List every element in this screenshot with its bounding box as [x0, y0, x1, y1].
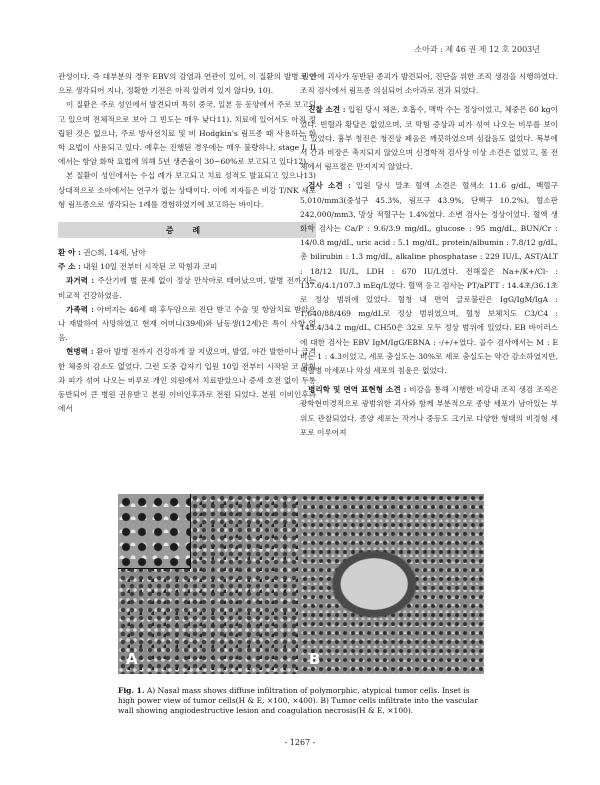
- case-item: [58, 274, 316, 302]
- paragraph: 관성이다. 즉 대부분의 경우 EBV의 감염과 연관이 있어, 이 질환의 발병 원인으로 생각되어 지나, 정확한 기전은 아직 알려져 있지 않다9, 10).: [58, 72, 316, 96]
- page-number: - 1267 -: [284, 738, 316, 747]
- case-item-label: 가족력 :: [66, 304, 94, 314]
- case-item-text: 아버지는 46세 때 후두암으로 진단 받고 수술 및 항암치료 받았으나 재발하여 사망하였고 현재 어머니(39세)와 남동생(12세)은 특이 사항 없음.: [58, 304, 316, 343]
- paragraph: [300, 70, 558, 98]
- case-item-label: 환 아 :: [58, 248, 81, 258]
- paragraph-label: 병리학 및 면역 표현형 소견 :: [308, 385, 407, 395]
- left-column: [58, 70, 316, 416]
- case-item-text: 환아 발병 전까지 건강하게 잘 지냈으며, 발열, 야간 발한이나 급격한 체중의 감소도 없었다. 그런 도중 갑자기 입원 10일 전부터 시작된 코 막힘과 피가 섞여 나오는 비루로 개인 의원에서 치료받았으나 증세 호전 없이 두통 동반되어 큰 병원 권유받고 본원 이비인후과로 전원 되었다. 본원 이비인후과에서: [58, 347, 316, 414]
- section-title: 증 례: [58, 222, 316, 238]
- figure-panel-a: [118, 494, 301, 674]
- paragraph: [300, 383, 558, 440]
- panel-b-label: B: [309, 650, 321, 668]
- figure-caption: [118, 686, 484, 716]
- paragraph: [300, 179, 558, 378]
- caption-label: Fig. 1.: [118, 686, 145, 695]
- paragraph-text: 비강을 통해 시행한 비강내 조직 생검 조직은 광학현미경적으로 광범위한 괴사와 함께 부분적으로 종양 세포가 남아있는 부위도 관찰되었다. 종양 세포는 작거나 중등도 크기로 다양한 형태의 비정형 세포로 이루어져: [300, 385, 558, 437]
- case-item-text: 주산기에 별 문제 없이 정상 만삭아로 태어났으며, 발병 전까지는 비교적 건강하였음.: [58, 276, 316, 300]
- paragraph-text: 코 안에 괴사가 동반된 종괴가 발견되어, 진단을 위한 조직 생검을 시행하였다. 조직 검사에서 림프종 의심되어 소아과로 전과 되었다.: [300, 72, 558, 96]
- case-item: [58, 246, 316, 260]
- case-item: [58, 345, 316, 416]
- case-item-label: 현병력 :: [66, 347, 94, 357]
- paragraph-text: 입원 당시 체온, 호흡수, 맥박 수는 정상이었고, 체중은 60 kg이었다. 빈혈과 황달은 없었으며, 코 막힘 증상과 피가 섞여 나오는 비루를 보이고 있었다. 흉부 청진은 청진상 폐음은 깨끗하였으며 심잡음도 없었다. 복부에서 간과 비장은 촉지되지 않았으며 신경학적 검사상 이상 소견은 없었고, 몸 전체에서 림프절은 만져지지 않았다.: [300, 105, 558, 172]
- paragraph-label: 진찰 소견 :: [308, 105, 346, 115]
- panel-a-label: A: [126, 650, 138, 668]
- histology-figure: [118, 494, 484, 674]
- paragraph: 본 질환이 성인에서는 수십 례가 보고되고 치료 성적도 발표되고 있으나13)상대적으로 소아에서는 연구가 없는 상태이다. 이에 저자들은 비강 T/NK 세포형 림프종으로 생각되는 1례를 경험하였기에 보고하는 바이다.: [58, 171, 316, 209]
- case-item-text: 권○희, 14세, 남아: [83, 248, 146, 258]
- case-item-label: 과거력 :: [66, 276, 95, 286]
- paragraph: [300, 103, 558, 174]
- paragraph-text: 입원 당시 말초 혈액 소견은 혈색소 11.6 g/dL, 백혈구 5,010/mm3(중성구 45.3%, 림프구 43.9%, 단핵구 10.2%), 혈소판 242,000/mm3, 망상 적혈구는 1.4%였다. 소변 검사는 정상이었다. 혈액 생화학 검사는 Ca/P : 9.6/3.9 mg/dL, glucose : 95 mg/dL, BUN/Cr : 14/0.8 mg/dL, uric acid : 5.1 mg/dL, protein/albumin : 7.8/12 g/dL, 총 bilirubin : 1.3 mg/dL, alkaline phosphatase : 229 IU/L, AST/ALT : 18/12 IU/L, LDH : 670 IU/L였다. 전해질은 Na+/K+/Cl- : 137.6/4.1/107.3 mEq/L였다. 혈액 응고 검사는 PT/aPTT : 14.4초/36.1초로 정상 범위에 있었다. 혈청 내 면역 글로불린은 IgG/IgM/IgA : 1,640/88/469 mg/dL로 정상 범위였으며, 혈청 보체치도 C3/C4 : 145.4/34.2 mg/dL, CH50은 32로 모두 정상 범위에 있었다. EB 바이러스에 대한 검사는 EBV IgM/IgG/EBNA : -/+/+였다. 골수 검사에서는 M : E 비는 1 : 4.3이었고, 세포 충실도는 30%로 세포 충실도는 약간 감소하였지만, 백혈병 아세포나 악성 세포의 침윤은 없었다.: [300, 181, 558, 376]
- journal-header: 소아과 : 제 46 권 제 12 호 2003년: [414, 45, 540, 54]
- figure-panel-b: [301, 494, 484, 674]
- case-item: [58, 260, 316, 274]
- caption-text: A) Nasal mass shows diffuse infiltration of polymorphic, atypical tumor cells. Inset is high power view of tumor cells(H & E, ×100, ×400). B) Tumor cells infiltrate into the vascular wall showing angiodestructive lesion and coagulation necrosis(H & E, ×100).: [118, 686, 478, 715]
- high-power-inset: [118, 494, 191, 569]
- right-column: [300, 70, 558, 440]
- case-item-text: 내원 10일 전부터 시작된 코 막힘과 코피: [83, 262, 218, 272]
- case-item: [58, 303, 316, 346]
- case-item-label: 주 소 :: [58, 262, 81, 272]
- paragraph: 이 질환은 주로 성인에서 발견되며 특히 중국, 일본 등 동양에서 주로 보고되고 있으며 전체적으로 보아 그 빈도는 매우 낮다11). 치료에 있어서도 아직 정립된 것은 없으나, 주로 방사선치료 및 비 Hodgkin's 림프종 때 사용하는 화학 요법이 사용되고 있다. 예후는 진행된 경우에는 매우 불량하나, stage I, II에서는 항암 화학 요법에 의해 5년 생존율이 30~60%로 보고되고 있다12).: [58, 100, 316, 167]
- paragraph-label: 검사 소견 :: [308, 181, 351, 191]
